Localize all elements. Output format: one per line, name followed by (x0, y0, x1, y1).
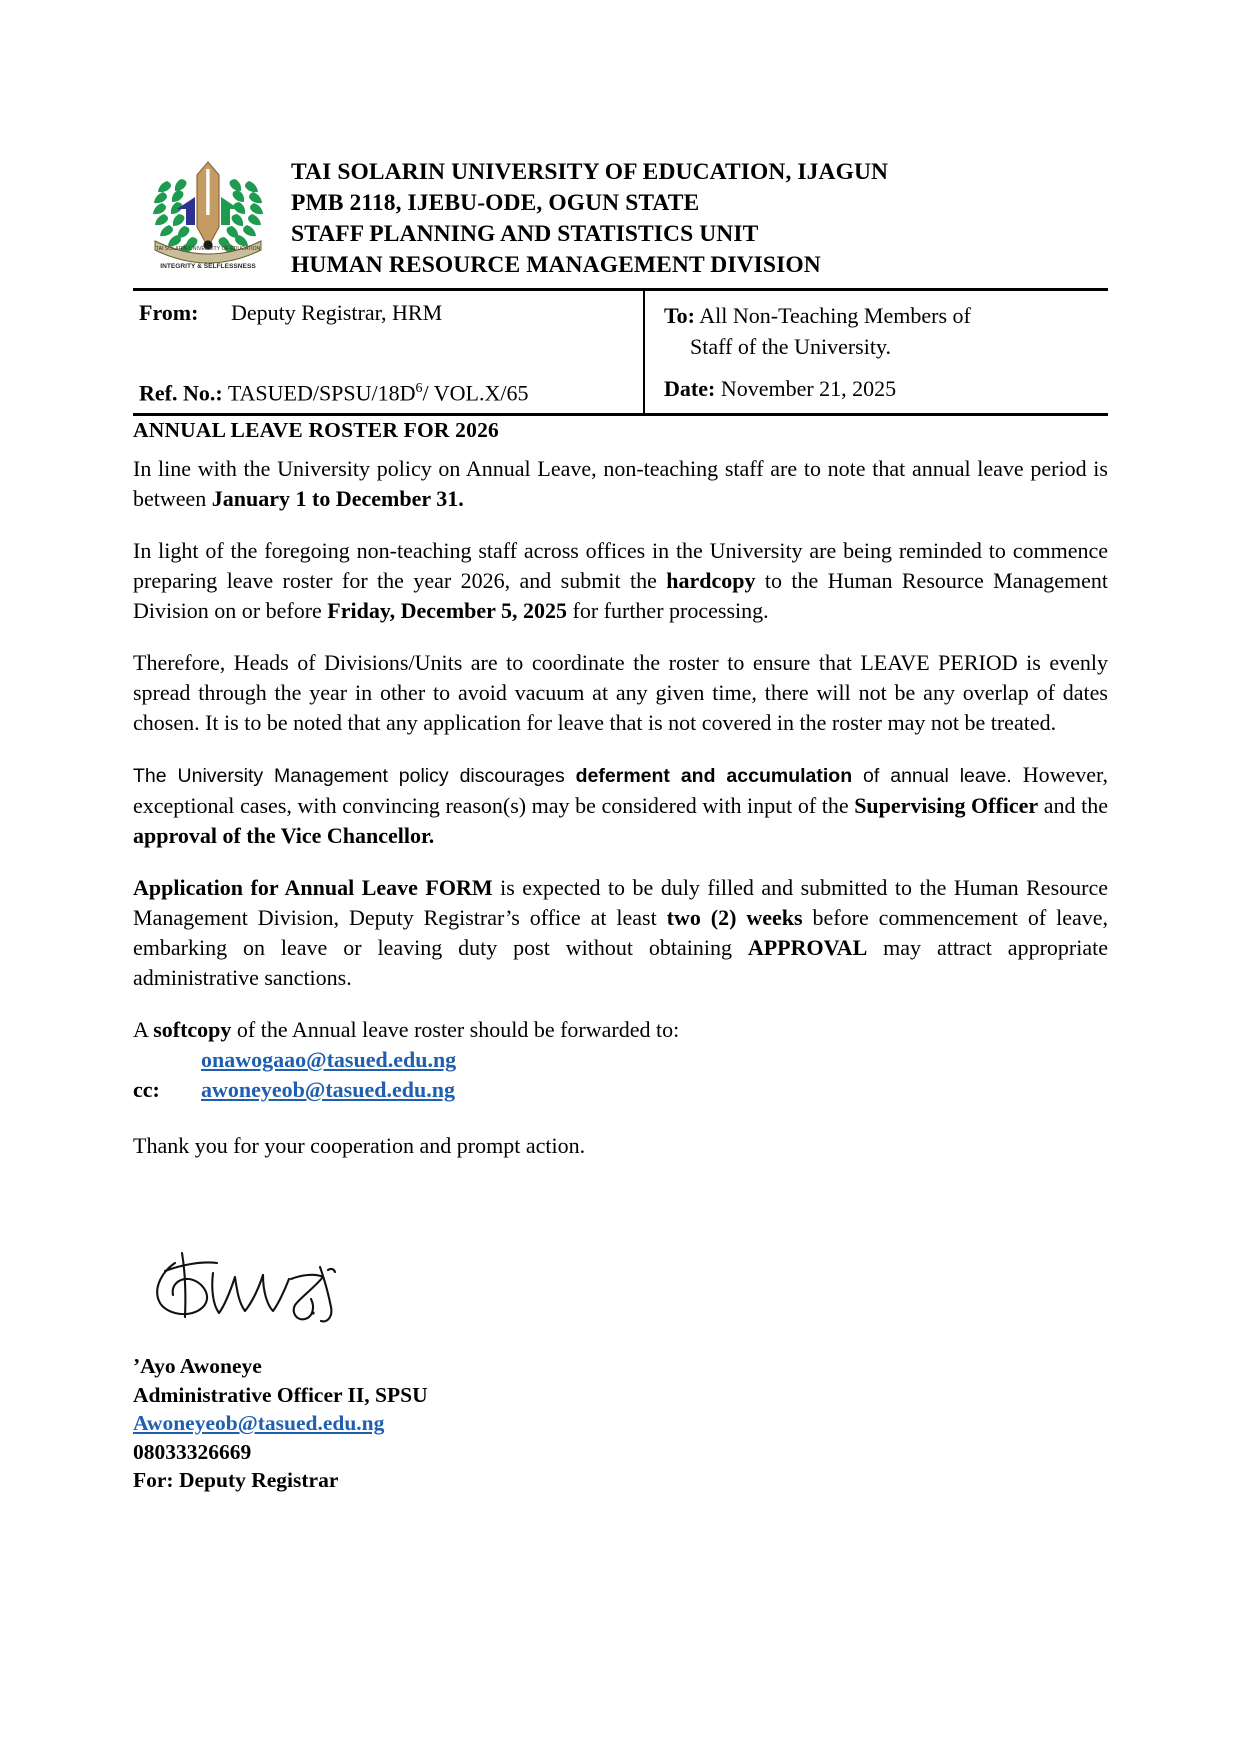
header-row-from-to (133, 291, 1108, 371)
p2-text-a: In light of the foregoing non-teaching staff across offices in the University are being reminded to commence preparing leave roster for the year 2026, and submit the (133, 538, 1108, 593)
p2-deadline-bold: Friday, December 5, 2025 (327, 598, 568, 623)
paragraph-4 (133, 760, 1108, 851)
institution-line-1: TAI SOLARIN UNIVERSITY OF EDUCATION, IJAGUN (291, 159, 889, 185)
ref-no-cell (133, 371, 645, 413)
email-link-cc[interactable]: awoneyeob@tasued.edu.ng (201, 1077, 455, 1102)
p1-text-a: In line with the University policy on Annual Leave, non-teaching staff are to note that annual leave period is between (133, 456, 1108, 511)
p5-form-bold: Application for Annual Leave FORM (133, 875, 493, 900)
paragraph-2 (133, 536, 1108, 626)
to-value-line-1: All Non-Teaching Members of (699, 303, 971, 328)
cc-label: cc: (133, 1077, 160, 1102)
p2-hardcopy-bold: hardcopy (666, 568, 756, 593)
date-cell (645, 371, 1108, 413)
ref-no-value-prefix: TASUED/SPSU/18D (227, 380, 416, 406)
date-label: Date: (664, 376, 716, 401)
p5-two-weeks-bold: two (2) weeks (666, 905, 803, 930)
crest-ring-text: TAI SOLARIN UNIVERSITY OF EDUCATION (155, 246, 261, 252)
from-value: Deputy Registrar, HRM (231, 300, 443, 325)
p6-softcopy-bold: softcopy (153, 1017, 232, 1042)
header-row-ref-date (133, 371, 1108, 413)
from-cell (133, 291, 645, 371)
cc-email-line (133, 1075, 1108, 1105)
from-label: From: (139, 300, 199, 325)
to-value-line-2: Staff of the University. (690, 334, 892, 359)
paragraph-3: Therefore, Heads of Divisions/Units are to coordinate the roster to ensure that LEAVE PERIOD is evenly spread through the year in other to avoid vacuum at any given time, there will not be any overlap of dates chosen. It is to be noted that any application for leave that is not covered in the roster may not be treated. (133, 650, 1108, 735)
p5-approval-bold: APPROVAL (747, 935, 868, 960)
p5-text-d: before commencement of leave, embarking on leave or leaving duty post without obtaining (133, 905, 1109, 960)
p5-text-b: is expected to be duly filled and submitted to the Human Resource Management Division, Deputy Registrar’s office at least (133, 875, 1108, 930)
to-label: To: (664, 303, 695, 328)
p4-text-a: The University Management policy discourages (133, 765, 576, 787)
p2-text-e: for further processing. (567, 598, 769, 623)
paragraph-1 (133, 454, 1108, 514)
institution-line-4: HUMAN RESOURCE MANAGEMENT DIVISION (291, 252, 821, 278)
to-cell (645, 291, 1108, 371)
closing-thanks: Thank you for your cooperation and prompt action. (133, 1133, 586, 1158)
subject-heading: ANNUAL LEAVE ROSTER FOR 2026 (133, 418, 499, 442)
p4-supervising-officer-bold: Supervising Officer (854, 793, 1039, 818)
letterhead (133, 145, 1108, 281)
p6-text-a: A (133, 1017, 154, 1042)
ref-no-value-suffix: / VOL.X/65 (422, 380, 529, 406)
primary-email-line (133, 1045, 1108, 1075)
softcopy-instruction (133, 1015, 1108, 1045)
ref-no-label: Ref. No.: (139, 380, 223, 406)
p4-text-c: of annual leave. (852, 765, 1012, 787)
ref-no-superscript: 6 (415, 381, 423, 396)
signer-for-line: For: Deputy Registrar (133, 1468, 339, 1492)
institution-name-block (291, 145, 888, 281)
p4-text-f: and the (1038, 793, 1108, 818)
p5-text-f: may attract appropriate administrative sanctions. (133, 935, 1108, 990)
email-link-primary[interactable]: onawogaao@tasued.edu.ng (201, 1047, 457, 1072)
p4-deferment-bold: deferment and accumulation (575, 765, 853, 787)
p1-leave-period-bold: January 1 to December 31. (211, 486, 464, 511)
institution-line-3: STAFF PLANNING AND STATISTICS UNIT (291, 221, 759, 247)
university-crest-logo (133, 145, 283, 273)
handwritten-signature (145, 1245, 465, 1331)
letter-header-table (133, 288, 1108, 416)
signoff-block (133, 1352, 428, 1495)
signer-name: ’Ayo Awoneye (133, 1354, 262, 1378)
crest-motto-text: INTEGRITY & SELFLESSNESS (160, 263, 256, 270)
paragraph-5 (133, 873, 1108, 993)
p4-vc-approval-bold: approval of the Vice Chancellor. (133, 823, 435, 848)
signer-title: Administrative Officer II, SPSU (133, 1382, 428, 1407)
p4-text-d: However, exceptional cases, with convincing reason(s) may be considered with input of the (133, 762, 1109, 818)
signer-email-link[interactable]: Awoneyeob@tasued.edu.ng (133, 1411, 385, 1435)
letter-body (133, 418, 1108, 1161)
institution-line-2: PMB 2118, IJEBU-ODE, OGUN STATE (291, 190, 700, 216)
date-value: November 21, 2025 (720, 376, 897, 401)
signer-phone: 08033326669 (133, 1439, 252, 1464)
p6-text-c: of the Annual leave roster should be forwarded to: (231, 1017, 680, 1042)
p2-text-c: to the Human Resource Management Division on or before (133, 568, 1108, 623)
